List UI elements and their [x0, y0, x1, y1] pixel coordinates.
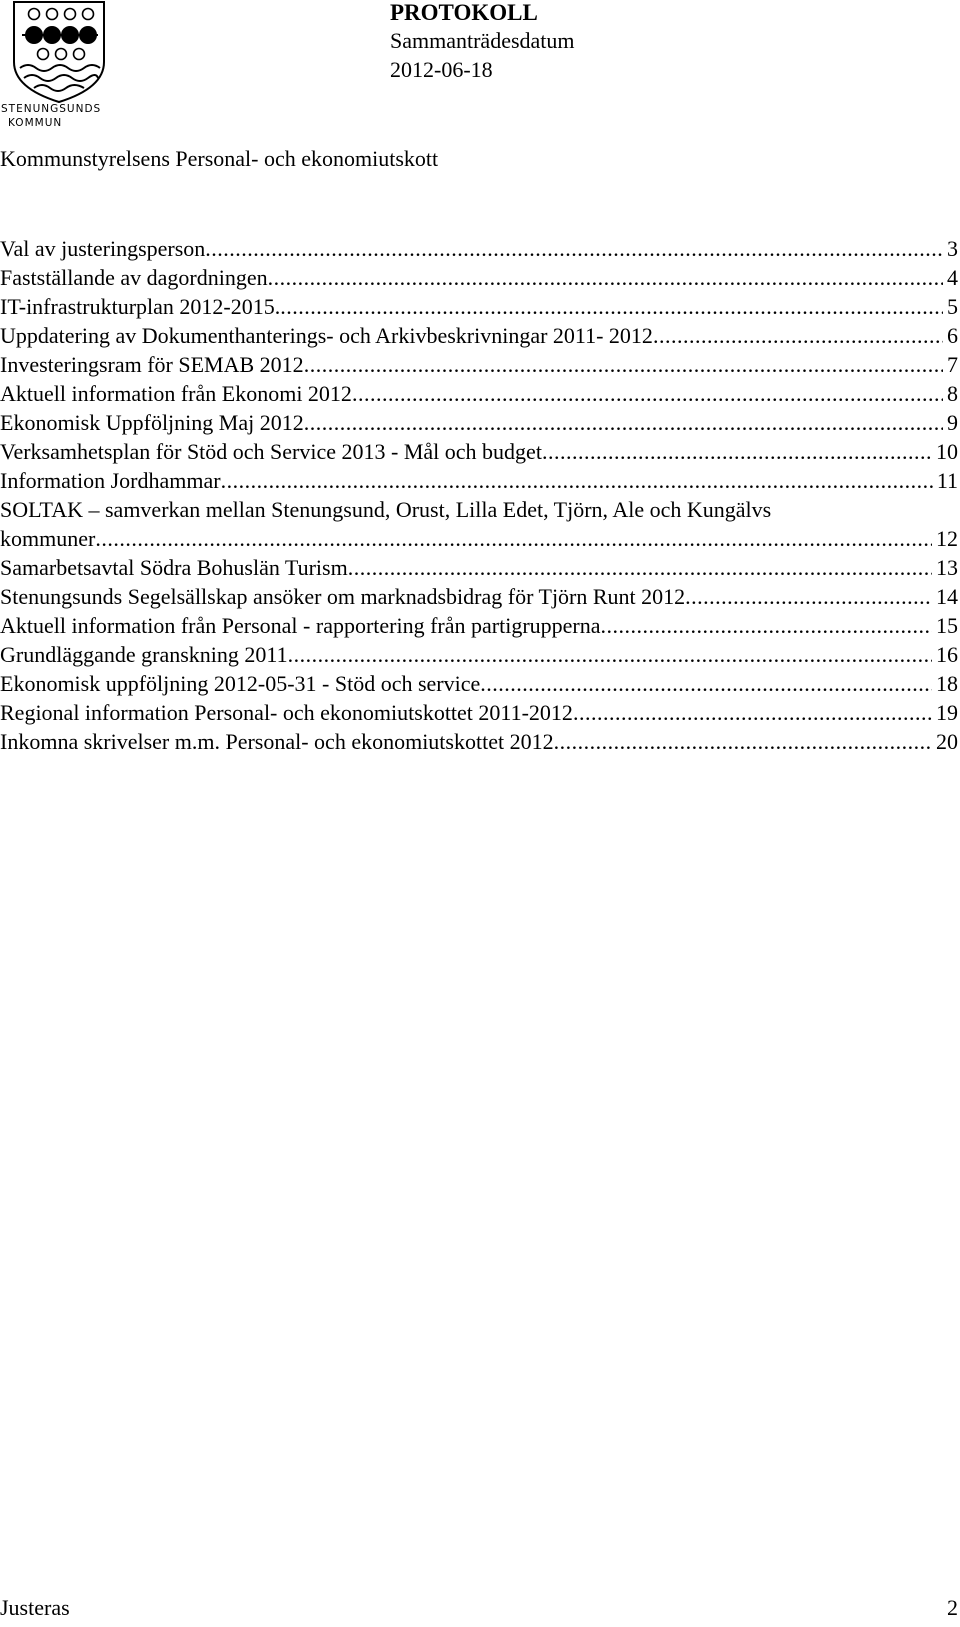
toc-entry-title: Information Jordhammar: [0, 468, 221, 493]
meeting-date-label: Sammanträdesdatum: [390, 28, 575, 53]
toc-entry[interactable]: [0, 698, 958, 727]
committee-name: Kommunstyrelsens Personal- och ekonomiutskott: [0, 146, 439, 171]
toc-entry-title: Samarbetsavtal Södra Bohuslän Turism: [0, 555, 348, 580]
toc-entry[interactable]: [0, 582, 958, 611]
toc-entry[interactable]: [0, 466, 958, 495]
toc-entry-title: Uppdatering av Dokumenthanterings- och Arkivbeskrivningar 2011- 2012: [0, 323, 653, 348]
page-footer: [0, 1593, 958, 1623]
toc-entry-page: 15: [936, 613, 958, 638]
toc-entry-page: 14: [936, 584, 958, 609]
toc-entry[interactable]: [0, 292, 958, 321]
toc-entry-page: 12: [936, 526, 958, 551]
toc-leader-dots: [352, 379, 943, 408]
toc-entry[interactable]: [0, 350, 958, 379]
toc-entry-page: 7: [947, 352, 958, 377]
toc-entry-page: 10: [936, 439, 958, 464]
toc-entry[interactable]: [0, 234, 958, 263]
coat-of-arms-icon: [0, 0, 120, 104]
toc-entry[interactable]: [0, 379, 958, 408]
toc-entry-title: Fastställande av dagordningen: [0, 265, 268, 290]
toc-entry[interactable]: [0, 611, 958, 640]
toc-leader-dots: [348, 553, 932, 582]
toc-entry-title: Grundläggande granskning 2011: [0, 642, 288, 667]
toc-entry[interactable]: [0, 727, 958, 756]
toc-entry-page: 16: [936, 642, 958, 667]
toc-entry-title-line2: kommuner: [0, 526, 96, 551]
toc-entry-title: Ekonomisk Uppföljning Maj 2012: [0, 410, 304, 435]
toc-entry-page: 13: [936, 555, 958, 580]
toc-entry-page: 5: [947, 294, 958, 319]
footer-page-number: 2: [947, 1595, 958, 1620]
toc-entry-page: 6: [947, 323, 958, 348]
toc-leader-dots: [95, 524, 932, 553]
toc-entry[interactable]: [0, 408, 958, 437]
toc-entry[interactable]: [0, 669, 958, 698]
toc-entry-page: 18: [936, 671, 958, 696]
toc-entry-title-line1: SOLTAK – samverkan mellan Stenungsund, Orust, Lilla Edet, Tjörn, Ale och Kungälvs: [0, 497, 772, 522]
toc-entry-page: 8: [947, 381, 958, 406]
toc-entry-page: 11: [936, 468, 958, 493]
toc-leader-dots: [542, 437, 932, 466]
toc-leader-dots: [288, 640, 932, 669]
toc-entry-title: Val av justeringsperson: [0, 236, 206, 261]
toc-leader-dots: [304, 350, 943, 379]
toc-entry-title: Aktuell information från Ekonomi 2012: [0, 381, 352, 406]
toc-entry-title: Verksamhetsplan för Stöd och Service 2013 - Mål och budget: [0, 439, 542, 464]
toc-leader-dots: [685, 582, 932, 611]
footer-justeras-label: Justeras: [0, 1595, 70, 1620]
document-header: [390, 0, 575, 84]
toc-entry[interactable]: [0, 553, 958, 582]
toc-entry-title: Regional information Personal- och ekonomiutskottet 2011-2012: [0, 700, 573, 725]
logo-text-line2: KOMMUN: [8, 117, 63, 129]
toc-leader-dots: [601, 611, 932, 640]
meeting-date: 2012-06-18: [390, 57, 493, 82]
toc-entry-page: 19: [936, 700, 958, 725]
toc-entry[interactable]: [0, 321, 958, 350]
toc-entry[interactable]: [0, 640, 958, 669]
toc-entry-page: 4: [947, 265, 958, 290]
toc-leader-dots: [280, 292, 943, 321]
toc-leader-dots: [480, 669, 932, 698]
toc-leader-dots: [304, 408, 943, 437]
toc-leader-dots: [653, 321, 943, 350]
toc-entry-title: Aktuell information från Personal - rapportering från partigrupperna: [0, 613, 601, 638]
toc-entry-page: 3: [947, 236, 958, 261]
toc-entry-title: Investeringsram för SEMAB 2012: [0, 352, 304, 377]
toc-entry-title: IT-infrastrukturplan 2012-2015.: [0, 294, 281, 319]
document-type: PROTOKOLL: [390, 0, 538, 25]
toc-entry[interactable]: [0, 437, 958, 466]
toc-entry-multiline[interactable]: [0, 495, 958, 553]
logo-text-line1: STENUNGSUNDS: [1, 103, 102, 115]
toc-leader-dots: [221, 466, 933, 495]
toc-entry-page: 20: [936, 729, 958, 754]
toc-leader-dots: [268, 263, 943, 292]
toc-entry[interactable]: [0, 263, 958, 292]
toc-entry-page: 9: [947, 410, 958, 435]
toc-leader-dots: [205, 234, 943, 263]
toc-leader-dots: [554, 727, 932, 756]
toc-entry-title: Ekonomisk uppföljning 2012-05-31 - Stöd och service: [0, 671, 481, 696]
toc-entry-title: Inkomna skrivelser m.m. Personal- och ekonomiutskottet 2012: [0, 729, 554, 754]
municipality-logo: [0, 0, 120, 132]
table-of-contents: [0, 234, 958, 756]
toc-entry-title: Stenungsunds Segelsällskap ansöker om marknadsbidrag för Tjörn Runt 2012: [0, 584, 686, 609]
toc-leader-dots: [573, 698, 932, 727]
